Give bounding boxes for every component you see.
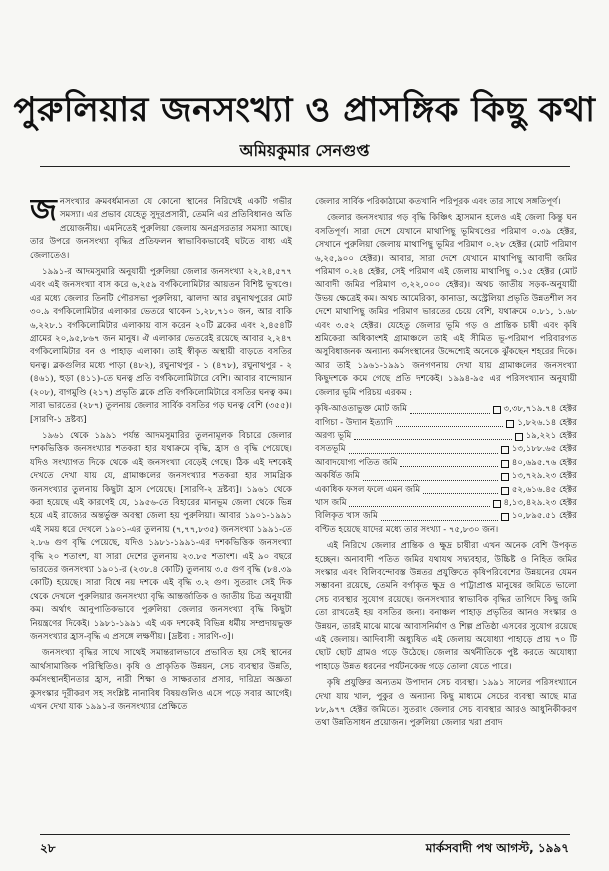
leader-dots — [349, 443, 498, 453]
body-paragraph: জেলার সার্বিক পরিকাঠামো কতখানি পরিপূরক এবং তার সাথে সঙ্গতিপূর্ণ। — [315, 197, 561, 207]
checkbox-icon — [501, 460, 509, 468]
leader-dots — [423, 484, 498, 494]
land-use-item — [315, 443, 577, 456]
land-use-label: একাধিক ফসল ফলে এমন জমি — [315, 484, 421, 495]
leader-dots — [396, 417, 504, 427]
article-author: অমিয়কুমার সেনগুপ্ত — [239, 141, 370, 160]
footer-rule — [40, 834, 570, 835]
vested-land-line: বণ্টিত হয়েছে যাদের মধ্যে তার সংখ্যা - ৭৫,৮৩০ জন। — [315, 524, 499, 535]
checkbox-icon — [493, 406, 501, 414]
land-use-label: অরণ্য ভূমি — [315, 430, 352, 441]
land-use-value: ১৩,৭২৯.২৩ হেক্টর — [511, 471, 577, 482]
land-use-value: ১৯,২২১ হেক্টর — [525, 430, 577, 441]
body-paragraph: এই নিরিখে জেলার প্রান্তিক ও ক্ষুদ্র চাষীরা এখন অনেক বেশি উপকৃত হচ্ছেন। অনাবাদী পতিত জমির যথাযথ সদ্ব্যবহার, উচ্চিষ্ট ও নিহিত জমির সংস্কার এবং বিলিবন্দোবস্ত উন্নতর প্রযুক্তিতে কৃষিপরিবেশের উন্নয়নের যেমন সম্ভাবনা রয়েছে, তেমনি বর্গাকৃত ক্ষুদ্র ও পাট্টাপ্রাপ্ত মানুষের জমিতে ভালো সেচ ব্যবস্থার সুযোগ রয়েছে। জনসংখ্যার স্বাভাবিক বৃদ্ধির তাগিদে কিছু জমি তো রাখতেই হয় বসতির জন্য। বনাঞ্চল পাহাড় প্রভৃতির আনও সংস্কার ও উন্নয়ন, তারই মাঝে মাঝে আবাসনির্মাণ ও শিল্প প্রতিষ্ঠা এসবের সুযোগ রয়েছে এই জেলায়। আদিবাসী অধ্যুষিত এই জেলায় অযোধ্যা পাহাড়ে প্রায় ৭০ টি ছোট ছোট গ্রামও গড়ে উঠেছে। জেলার অর্থনীতিকে পুষ্ট করতে অযোধ্যা পাহাড়ে উন্নত ধরনের পর্যটনকেন্দ্র গড়ে তোলা যেতে পারে। — [315, 541, 577, 672]
land-use-value: ৫২,৬১৬.৪৫ হেক্টর — [511, 484, 577, 495]
land-use-label: বসতভূমি — [315, 444, 346, 455]
land-use-item — [315, 510, 577, 523]
checkbox-icon — [515, 433, 523, 441]
land-use-value: ১৩,১৮৮.৬৫ হেক্টর — [511, 444, 577, 455]
checkbox-icon — [501, 513, 509, 521]
checkbox-icon — [506, 420, 514, 428]
article-title: পুরুলিয়ার জনসংখ্যা ও প্রাসঙ্গিক কিছু কথা — [13, 90, 596, 130]
right-column — [315, 196, 577, 830]
checkbox-icon — [501, 446, 509, 454]
checkbox-icon — [501, 473, 509, 481]
land-use-value: ১০,৮৯৫.৫১ হেক্টর — [511, 511, 577, 522]
lead-paragraph — [30, 196, 292, 263]
land-use-item — [315, 403, 577, 416]
land-use-label: বিলিকৃত খাস জমি — [315, 511, 378, 522]
land-use-item — [315, 484, 577, 497]
leader-dots — [400, 457, 497, 467]
header-rule — [40, 166, 570, 167]
land-use-list — [315, 403, 577, 524]
lead-text: নসংখ্যার ক্রমবর্ধমানতা যে কোনো স্থানের নিরিখেই একটি গভীর সমস্যা। এর প্রভাব যেহেতু সুদূরপ্রসারী, তেমনি এর প্রতিবিধানও অতি প্রয়োজনীয়। এমনিতেই পুরুলিয়া জেলায় অনগ্রসরতার সমস্যা আছে। তার উপরে জনসংখ্যা বৃদ্ধির প্রতিফলন স্বাভাবিকভাবেই ঘটতে বাধ্য এই জেলাতেও। — [30, 197, 292, 261]
land-use-item — [315, 457, 577, 470]
body-paragraph: কৃষি প্রযুক্তির অন্যতম উপাদান সেচ ব্যবস্থা। ১৯৯১ সালের পরিসংখ্যানে দেখা যায় খাল, পুকুর ও অন্যান্য কিছু মাধ্যমে সেচের ব্যবস্থা আছে মাত্র ৮৮,৯৭৭ হেক্টর জমিতে। সুতরাং জেলার সেচ ব্যবস্থার আরও আধুনিকীকরণ তথা উন্নতিসাধন প্রয়োজন। পুরুলিয়া জেলার খরা প্রবাদ — [315, 678, 577, 729]
land-use-value: ৩,৩৮,৭১৯.৭৪ হেক্টর — [503, 404, 577, 415]
checkbox-icon — [501, 487, 509, 495]
body-paragraph: জেলার জনসংখ্যার গড় বৃদ্ধি কিঞ্চিৎ হ্রাসমান হলেও এই জেলা কিন্তু ঘন বসতিপূর্ণ। সারা দেশে যেখানে মাথাপিছু ভূমিখণ্ডের পরিমাণ ০.৩৯ হেক্টর, সেখানে পুরুলিয়া জেলায় মাথাপিছু ভূমির পরিমাণ ০.২৮ হেক্টর (মোট পরিমাণ ৬,২৫,৯০০ হেক্টর)। আবার, সারা দেশে যেখানে মাথাপিছু আবাদী জমির পরিমাণ ০.২৪ হেক্টর, সেই পরিমাণ এই জেলায় মাথাপিছু ০.১৫ হেক্টর (মোট আবাদী জমির পরিমাণ ৩,২২,০০০ হেক্টর)। অথচ জাতীয় সড়ক-অনুযায়ী উভয় ক্ষেত্রেই কম। অথচ আমেরিকা, কানাডা, অস্ট্রেলিয়া প্রভৃতি উন্নতশীল সব দেশে মাথাপিছু জমির পরিমাণ ভারতের চেয়ে বেশি, যথাক্রমে ০.৮১, ১.৬৮ এবং ৩.৫২ হেক্টর। যেহেতু জেলার ভূমি গড় ও প্রান্তিক চাষী এবং কৃষি শ্রমিকেরা অধিকাংশই গ্রামাঞ্চলে তাই এই সীমিত ভূ-পরিমাপ পরিবারগত অসুবিধাজনক অন্যান্য কর্মসংস্থানের উদ্দেশ্যেই অনেকে ঝুঁকছেন শহরের দিকে। আর তাই ১৯৬১-১৯৯১ জনগণনায় দেখা যায় গ্রামাঞ্চলের জনসংখ্যা কিছুদশকে কমে গেছে প্রতি দশকেই। ১৯৯৪-৯৫ এর পরিসংখ্যান অনুযায়ী জেলার ভূমি পরিচয় এরকম : — [315, 213, 577, 398]
leader-dots — [349, 497, 489, 507]
leader-dots — [363, 470, 498, 480]
land-use-item — [315, 470, 577, 483]
body-paragraph: ১৯৬১ থেকে ১৯৯১ পর্যন্ত আদমসুমারির তুলনামূলক বিচারে জেলার দশকভিত্তিক জনসংখ্যার শতকরা হার যথাক্রমে বৃদ্ধি, হ্রাস ও বৃদ্ধি পেয়েছে। যদিও সংখ্যাগত দিকে থেকে এই জনসংখ্যা বেড়েই গেছে। ঠিক এই দশকেই দেখতে দেখা যায় যে, গ্রামাঞ্চলের জনসংখ্যার শতকরা হার সামগ্রিক জনসংখ্যার তুলনায় কিছুটা হ্রাস পেয়েছে। [সারণি-২ দ্রষ্টব্য]। ১৯৬১ থেকে করা হয়েছে এই কারণেই যে, ১৯৫৬-তে বিহারের মানভূম জেলা থেকে ভিন্ন হয়ে এই রাজ্যের অন্তর্ভুক্ত অবস্থা জেলা হয় পুরুলিয়া। আবার ১৯০১-১৯৯১ এই সময় ধরে দেখলে ১৯০১-এর তুলনায় (৭,৭৭,৮৩৫) জনসংখ্যা ১৯৯১-তে ২.৮৬ গুণ বৃদ্ধি পেয়েছে, যদিও ১৯৮১-১৯৯১-এর দশকভিত্তিক জনসংখ্যা বৃদ্ধি ২০ শতাংশ, যা সারা দেশের তুলনায় ২৩.৮৫ শতাংশ। এই ৯০ বছরে ভারতের জনসংখ্যা ১৯০১-র (২৩৮.৪ কোটি) তুলনায় ৩.৫ গুণ বৃদ্ধি (৮৪.৩৯ কোটি) হয়েছে। সারা বিশ্বে নয় দশকে এই বৃদ্ধি ৩.২ গুণ। সুতরাং সেই দিক থেকে দেখলে পুরুলিয়ার জনসংখ্যা বৃদ্ধি আন্তর্জাতিক ও জাতীয় চিত্র অনুযায়ী কম। অর্থাৎ আনুপাতিকভাবে পুরুলিয়া জেলার জনসংখ্যা বৃদ্ধি কিছুটা নিয়ন্ত্রণের দিকেই। ১৯৮১-১৯৯১ এই এক দশকেই বিভিন্ন ধর্মীয় সম্প্রদায়ভুক্ত জনসংখ্যার হ্রাস-বৃদ্ধি এ প্রসঙ্গে লক্ষণীয়। [দ্রষ্টব্য : সারণি-৩]। — [30, 430, 292, 642]
land-use-label: কৃষি-আওতাভুক্ত মোট জমি — [315, 404, 407, 415]
body-paragraph: ১৯৯১-র আদমসুমারি অনুযায়ী পুরুলিয়া জেলার জনসংখ্যা ২২,২৪,৫৭৭ এবং এই জনসংখ্যা বাস করে ৬,২৫৯ বর্গকিলোমিটার আয়তন বিশিষ্ট ভূখণ্ডে। এর মধ্যে জেলার তিনটি পৌরসভা পুরুলিয়া, ঝালদা আর রঘুনাথপুরের মোট ৩০.৯ বর্গকিলোমিটার এলাকার ভেতরে থাকেন ১,২৮,৭১০ জন, আর বাকি ৬,২২৮.১ বর্গকিলোমিটার এলাকায় বাস করেন ২০টি ব্লকের এবং ২,৪৫৪টি গ্রামের ২০,৯৫,৮৬৭ জন মানুষ। ঐ এলাকার ভেতরেই রয়েছে আবার ২,২৪৭ বর্গকিলোমিটার বন ও পাহাড় এলাকা। তাই স্বীকৃত অস্থায়ী বাড়তে বসতির ঘনত্ব। ব্লকগুলির মধ্যে পাড়া (৪৮২), রঘুনাথপুর - ১ (৪৭৮), রঘুনাথপুর - ২ (৪৬১), হুড়া (৪১১)-তে ঘনত্ব প্রতি বর্গকিলোমিটারে বেশি। আবার বান্দোয়ান (২০৮), বাগমুণ্ডি (২১৭) প্রভৃতি ব্লকে প্রতি বর্গকিলোমিটারে বসতির ঘনত্ব কম। সারা ভারতের (২৮৭) তুলনায় জেলার সার্বিক বসতির গড় ঘনত্ব বেশি (৩৫৫)। [সারণি-১ দ্রষ্টব্য] — [30, 267, 292, 425]
left-column — [30, 196, 292, 830]
land-use-item — [315, 430, 577, 443]
land-use-label: আবাদযোগ্য পতিত জমি — [315, 457, 398, 468]
page-number: ২৮ — [40, 841, 56, 855]
land-use-value: ৪,১৩,৪২৯.২৩ হেক্টর — [503, 497, 577, 508]
land-use-value: ১,৮২৬.১৪ হেক্টর — [517, 417, 577, 428]
land-use-label: খাস জমি — [315, 497, 347, 508]
leader-dots — [381, 510, 498, 520]
leader-dots — [410, 403, 490, 413]
land-use-label: বাগিচা - উদ্যান ইত্যাদি — [315, 417, 393, 428]
leader-dots — [354, 430, 511, 440]
land-use-item — [315, 417, 577, 430]
drop-cap: জ — [30, 196, 57, 228]
land-use-value: ৪০,৬৯৫.৭৬ হেক্টর — [511, 457, 577, 468]
publication-info: মার্কসবাদী পথ আগস্ট, ১৯৯৭ — [425, 841, 569, 855]
land-use-label: অকর্ষিত জমি — [315, 471, 360, 482]
body-paragraph: জনসংখ্যা বৃদ্ধির সাথে সাথেই সমান্তরালভাবে প্রভাবিত হয় সেই স্থানের আর্থসামাজিক পরিস্থিতিও। কৃষি ও প্রাকৃতিক উন্নয়ন, সেচ ব্যবস্থার উন্নতি, কর্মসংস্থানহীনতার হ্রাস, নারী শিক্ষা ও সাক্ষরতার প্রসার, দারিদ্র্য অজ্ঞতা কুসংস্কার দূরীকরণ সহ সংশ্লিষ্ট নানাবিধ বিষয়গুলিও এসে পড়ে সবার আগেই। এখন দেখা যাক ১৯৯১-র জনসংখ্যার প্রেক্ষিতে — [30, 648, 292, 713]
checkbox-icon — [493, 500, 501, 508]
land-use-item — [315, 497, 577, 510]
